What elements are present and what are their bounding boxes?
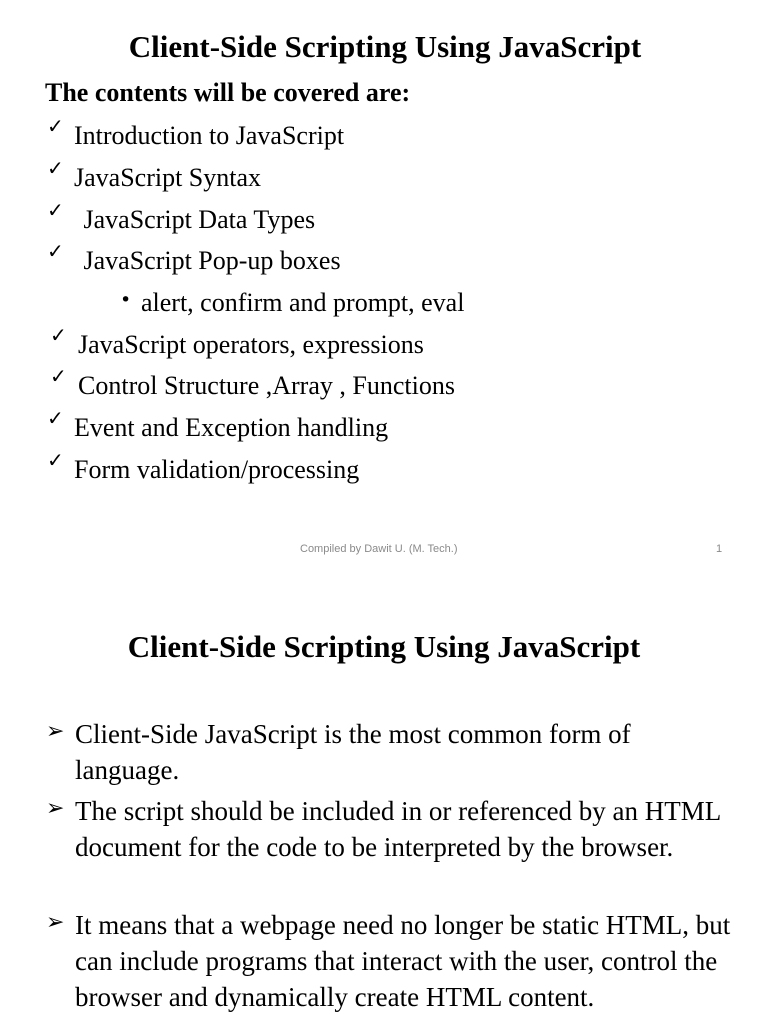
- contents-heading: The contents will be covered are:: [45, 78, 411, 107]
- slide-2: Client-Side Scripting Using JavaScript ➢ Client-Side JavaScript is the most common form of language. ➢ The script should be included in or referenced by an HTML document for the code to be interpreted by the browser. ➢ It means that a webpage need no longer be static HTML, but can include programs that interact with the user, control the browser and dynamically create HTML content.: [0, 576, 768, 1024]
- check-icon: ✓: [50, 364, 67, 388]
- arrow-bullet-icon: ➢: [46, 719, 65, 744]
- check-icon: ✓: [47, 448, 64, 472]
- page-number: 1: [716, 543, 723, 555]
- slide-1: Client-Side Scripting Using JavaScript The contents will be covered are: ✓ Introduction to JavaScript ✓ JavaScript Syntax ✓ JavaScript Data Types ✓ JavaScript Pop-up boxes • alert, confirm and prompt, eval ✓ JavaScript operators, expressions ✓ Control Structure ,Array , Functions ✓ Event and Exception handling ✓ Form validation/processing Compiled by Dawit U. (M. Tech.) 1: [0, 0, 768, 576]
- check-icon: ✓: [47, 156, 64, 180]
- arrow-bullet-icon: ➢: [46, 796, 65, 821]
- check-icon: ✓: [47, 198, 64, 222]
- slide-title: Client-Side Scripting Using JavaScript: [127, 629, 641, 664]
- bullet-dot-icon: •: [120, 289, 132, 311]
- slide-footer: Compiled by Dawit U. (M. Tech.): [300, 543, 458, 555]
- arrow-bullet-icon: ➢: [46, 910, 65, 935]
- check-icon: ✓: [47, 239, 64, 263]
- check-icon: ✓: [50, 323, 67, 347]
- slide-title: Client-Side Scripting Using JavaScript: [128, 29, 642, 64]
- check-icon: ✓: [47, 406, 64, 430]
- check-icon: ✓: [47, 114, 64, 138]
